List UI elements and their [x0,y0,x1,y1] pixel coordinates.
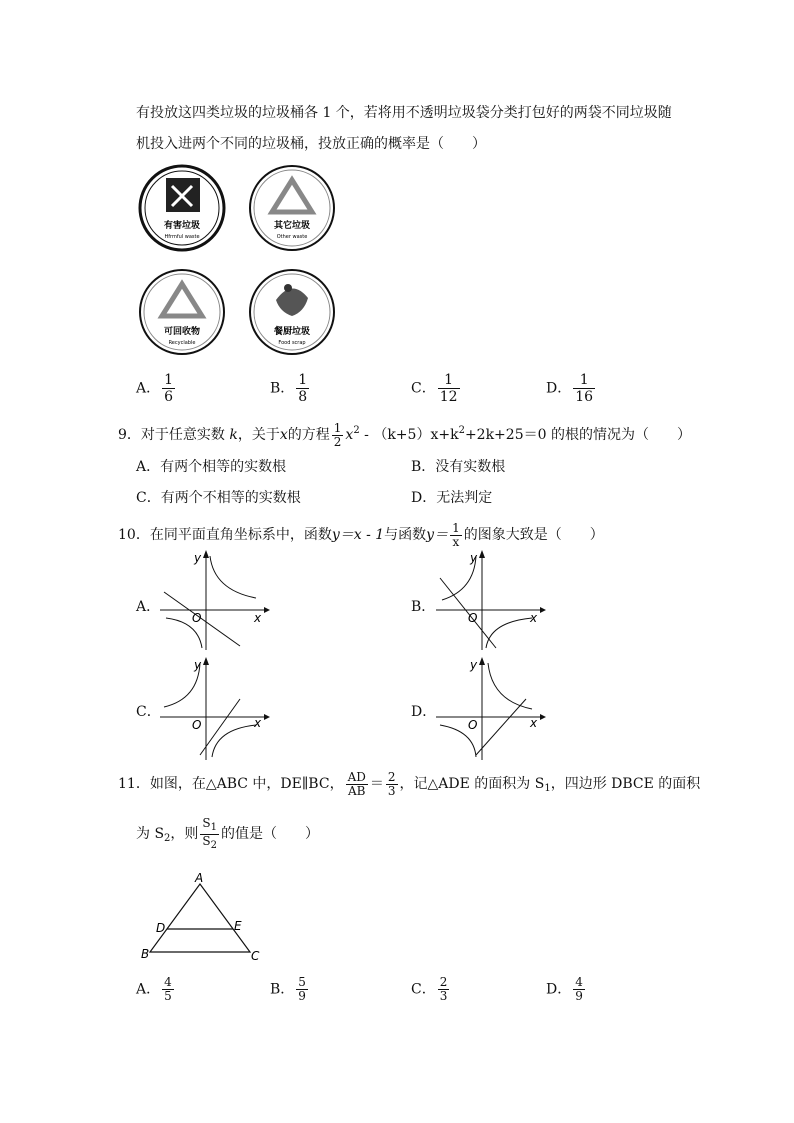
svg-text:C: C [251,949,260,963]
svg-text:y: y [194,658,202,672]
svg-text:y: y [470,551,478,565]
svg-text:x: x [530,611,538,625]
q8-option-d: D． $\frac{1}{16}$ [546,372,594,405]
q9-stem: 9．对于任意实数 k，关于x的方程 $\frac{1}{2}$ $x^2 - (k+5)x+k^2+2k+25=0$ 的根的情况为（ ） [118,420,691,449]
svg-text:O: O [192,611,202,625]
waste-bins-figure [136,160,336,360]
graph-d [436,655,546,760]
q10-label-c: C． [136,704,161,720]
other-cn: 其它垃圾 [273,221,311,231]
recyclable-cn: 可回收物 [163,327,201,337]
svg-text:y: y [470,658,478,672]
svg-text:O: O [468,611,478,625]
q10-stem: 10．在同平面直角坐标系中，函数y＝x - 1与函数y＝ $\frac{1}{x}$ 的图象大致是（ ） [118,520,604,549]
svg-text:x: x [530,716,538,730]
svg-text:A: A [195,871,204,885]
svg-text:x: x [254,611,262,625]
svg-text:O: O [468,718,478,732]
other-en: Other waste [276,234,308,240]
q9-option-d: D．无法判定 [411,490,493,506]
svg-text:D: D [156,921,166,935]
q11-option-b: B． $\frac{5}{9}$ [270,975,306,1003]
recyclable-en: Recyclable [168,340,196,346]
q8-option-a: A． $\frac{1}{6}$ [136,372,174,405]
svg-text:E: E [234,919,242,933]
q10-label-a: A． [136,599,161,615]
q9-option-a: A．有两个相等的实数根 [136,459,287,475]
svg-text:x: x [254,716,262,730]
svg-text:y: y [194,551,202,565]
triangle-figure [140,870,266,965]
q8-line2: 机投入进两个不同的垃圾桶，投放正确的概率是（ ） [136,136,486,152]
harmful-waste-icon [140,166,224,250]
q11-line1: 11．如图，在△ABC 中，DE∥BC， $\frac{AD}{AB}$ ＝ $\frac{2}{3}$ ，记△ADE 的面积为 $S_1$，四边形 DBCE 的面积 [118,769,701,798]
q9-option-b: B．没有实数根 [411,459,506,475]
q11-option-a: A． $\frac{4}{5}$ [136,975,172,1003]
q8-option-c: C． $\frac{1}{12}$ [411,372,458,405]
graph-c [160,655,270,760]
q11-option-d: D． $\frac{4}{9}$ [546,975,583,1003]
q10-label-d: D． [411,704,437,720]
food-cn: 餐厨垃圾 [273,327,311,337]
q9-option-c: C．有两个不相等的实数根 [136,490,301,506]
food-scrap-icon [250,270,334,354]
harmful-cn: 有害垃圾 [163,221,201,231]
q8-line1: 有投放这四类垃圾的垃圾桶各 1 个，若将用不透明垃圾袋分类打包好的两袋不同垃圾随 [136,105,672,121]
other-waste-icon [250,166,334,250]
graph-b [436,550,546,650]
harmful-en: Hfrmful waste [164,234,200,240]
q11-option-c: C． $\frac{2}{3}$ [411,975,448,1003]
svg-text:O: O [192,718,202,732]
food-en: Food scrap [278,340,306,346]
q11-line2: 为 $S_2$，则 $\frac{S_1}{S_2}$ 的值是（ ） [136,815,320,851]
graph-a [160,550,270,650]
recyclable-icon [140,270,224,354]
q8-option-b: B． $\frac{1}{8}$ [270,372,308,405]
svg-text:B: B [141,947,150,961]
q10-label-b: B． [411,599,436,615]
